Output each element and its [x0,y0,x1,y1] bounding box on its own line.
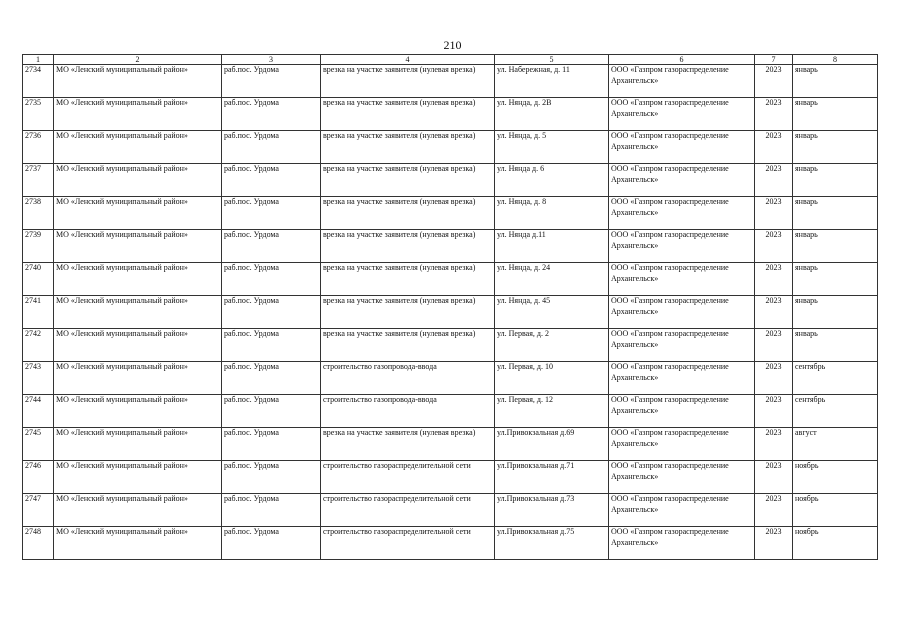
work-type-cell: строительство газораспределительной сети [321,494,495,527]
organization-cell: ООО «Газпром газораспределение Архангельск» [609,494,755,527]
organization-cell: ООО «Газпром газораспределение Архангельск» [609,461,755,494]
work-type-cell: строительство газораспределительной сети [321,527,495,560]
work-type-cell: врезка на участке заявителя (нулевая врезка) [321,329,495,362]
settlement-cell: раб.пос. Урдома [222,362,321,395]
column-header: 6 [609,55,755,65]
organization-cell: ООО «Газпром газораспределение Архангельск» [609,395,755,428]
table-row [23,164,878,197]
year-cell: 2023 [755,527,793,560]
settlement-cell: раб.пос. Урдома [222,428,321,461]
entry-number-cell: 2743 [23,362,54,395]
municipality-cell: МО «Ленский муниципальный район» [54,395,222,428]
table-row [23,65,878,98]
year-cell: 2023 [755,362,793,395]
organization-cell: ООО «Газпром газораспределение Архангельск» [609,65,755,98]
register-table [22,54,878,560]
work-type-cell: врезка на участке заявителя (нулевая врезка) [321,197,495,230]
table-row [23,527,878,560]
month-cell: январь [793,65,878,98]
month-cell: январь [793,131,878,164]
municipality-cell: МО «Ленский муниципальный район» [54,362,222,395]
entry-number-cell: 2734 [23,65,54,98]
settlement-cell: раб.пос. Урдома [222,164,321,197]
settlement-cell: раб.пос. Урдома [222,395,321,428]
month-cell: сентябрь [793,362,878,395]
work-type-cell: врезка на участке заявителя (нулевая врезка) [321,230,495,263]
organization-cell: ООО «Газпром газораспределение Архангельск» [609,164,755,197]
table-row [23,230,878,263]
table-row [23,395,878,428]
month-cell: январь [793,329,878,362]
work-type-cell: строительство газопровода-ввода [321,362,495,395]
column-header: 3 [222,55,321,65]
year-cell: 2023 [755,395,793,428]
month-cell: январь [793,296,878,329]
address-cell: ул. Нянда д.11 [495,230,609,263]
settlement-cell: раб.пос. Урдома [222,329,321,362]
entry-number-cell: 2739 [23,230,54,263]
address-cell: ул. Нянда, д. 24 [495,263,609,296]
municipality-cell: МО «Ленский муниципальный район» [54,296,222,329]
work-type-cell: врезка на участке заявителя (нулевая врезка) [321,428,495,461]
municipality-cell: МО «Ленский муниципальный район» [54,329,222,362]
address-cell: ул.Привокзальная д.69 [495,428,609,461]
year-cell: 2023 [755,98,793,131]
municipality-cell: МО «Ленский муниципальный район» [54,230,222,263]
work-type-cell: врезка на участке заявителя (нулевая врезка) [321,65,495,98]
municipality-cell: МО «Ленский муниципальный район» [54,98,222,131]
address-cell: ул. Нянда д. 6 [495,164,609,197]
organization-cell: ООО «Газпром газораспределение Архангельск» [609,263,755,296]
settlement-cell: раб.пос. Урдома [222,461,321,494]
month-cell: январь [793,230,878,263]
address-cell: ул.Привокзальная д.71 [495,461,609,494]
table-row [23,329,878,362]
settlement-cell: раб.пос. Урдома [222,65,321,98]
month-cell: сентябрь [793,395,878,428]
entry-number-cell: 2747 [23,494,54,527]
year-cell: 2023 [755,197,793,230]
address-cell: ул. Первая, д. 12 [495,395,609,428]
settlement-cell: раб.пос. Урдома [222,527,321,560]
municipality-cell: МО «Ленский муниципальный район» [54,461,222,494]
municipality-cell: МО «Ленский муниципальный район» [54,164,222,197]
settlement-cell: раб.пос. Урдома [222,494,321,527]
entry-number-cell: 2741 [23,296,54,329]
settlement-cell: раб.пос. Урдома [222,98,321,131]
year-cell: 2023 [755,230,793,263]
address-cell: ул. Первая, д. 10 [495,362,609,395]
year-cell: 2023 [755,428,793,461]
table-row [23,296,878,329]
entry-number-cell: 2736 [23,131,54,164]
column-number-row [23,55,878,65]
municipality-cell: МО «Ленский муниципальный район» [54,197,222,230]
work-type-cell: врезка на участке заявителя (нулевая врезка) [321,164,495,197]
table-row [23,131,878,164]
work-type-cell: врезка на участке заявителя (нулевая врезка) [321,131,495,164]
entry-number-cell: 2735 [23,98,54,131]
entry-number-cell: 2740 [23,263,54,296]
column-header: 2 [54,55,222,65]
organization-cell: ООО «Газпром газораспределение Архангельск» [609,527,755,560]
register-body [23,65,878,560]
month-cell: ноябрь [793,461,878,494]
organization-cell: ООО «Газпром газораспределение Архангельск» [609,329,755,362]
table-row [23,98,878,131]
address-cell: ул.Привокзальная д.73 [495,494,609,527]
month-cell: ноябрь [793,494,878,527]
entry-number-cell: 2737 [23,164,54,197]
table-row [23,197,878,230]
work-type-cell: врезка на участке заявителя (нулевая врезка) [321,263,495,296]
address-cell: ул. Нянда, д. 5 [495,131,609,164]
address-cell: ул. Нянда, д. 8 [495,197,609,230]
work-type-cell: врезка на участке заявителя (нулевая врезка) [321,98,495,131]
entry-number-cell: 2748 [23,527,54,560]
organization-cell: ООО «Газпром газораспределение Архангельск» [609,362,755,395]
year-cell: 2023 [755,164,793,197]
settlement-cell: раб.пос. Урдома [222,230,321,263]
column-header: 7 [755,55,793,65]
entry-number-cell: 2745 [23,428,54,461]
column-header: 1 [23,55,54,65]
entry-number-cell: 2742 [23,329,54,362]
address-cell: ул. Набережная, д. 11 [495,65,609,98]
organization-cell: ООО «Газпром газораспределение Архангельск» [609,428,755,461]
address-cell: ул. Первая, д. 2 [495,329,609,362]
year-cell: 2023 [755,329,793,362]
table-row [23,461,878,494]
municipality-cell: МО «Ленский муниципальный район» [54,494,222,527]
table-row [23,362,878,395]
municipality-cell: МО «Ленский муниципальный район» [54,527,222,560]
month-cell: январь [793,263,878,296]
year-cell: 2023 [755,461,793,494]
organization-cell: ООО «Газпром газораспределение Архангельск» [609,230,755,263]
month-cell: август [793,428,878,461]
column-header: 4 [321,55,495,65]
work-type-cell: врезка на участке заявителя (нулевая врезка) [321,296,495,329]
month-cell: январь [793,98,878,131]
column-header: 8 [793,55,878,65]
settlement-cell: раб.пос. Урдома [222,131,321,164]
year-cell: 2023 [755,65,793,98]
address-cell: ул. Нянда, д. 45 [495,296,609,329]
work-type-cell: строительство газораспределительной сети [321,461,495,494]
municipality-cell: МО «Ленский муниципальный район» [54,131,222,164]
year-cell: 2023 [755,263,793,296]
year-cell: 2023 [755,296,793,329]
municipality-cell: МО «Ленский муниципальный район» [54,65,222,98]
settlement-cell: раб.пос. Урдома [222,197,321,230]
organization-cell: ООО «Газпром газораспределение Архангельск» [609,98,755,131]
address-cell: ул.Привокзальная д.75 [495,527,609,560]
municipality-cell: МО «Ленский муниципальный район» [54,428,222,461]
table-row [23,428,878,461]
organization-cell: ООО «Газпром газораспределение Архангельск» [609,197,755,230]
settlement-cell: раб.пос. Урдома [222,296,321,329]
organization-cell: ООО «Газпром газораспределение Архангельск» [609,296,755,329]
address-cell: ул. Няндa, д. 2В [495,98,609,131]
page-number: 210 [443,38,462,52]
entry-number-cell: 2746 [23,461,54,494]
settlement-cell: раб.пос. Урдома [222,263,321,296]
year-cell: 2023 [755,131,793,164]
municipality-cell: МО «Ленский муниципальный район» [54,263,222,296]
organization-cell: ООО «Газпром газораспределение Архангельск» [609,131,755,164]
table-row [23,263,878,296]
month-cell: январь [793,197,878,230]
table-row [23,494,878,527]
entry-number-cell: 2738 [23,197,54,230]
month-cell: ноябрь [793,527,878,560]
entry-number-cell: 2744 [23,395,54,428]
year-cell: 2023 [755,494,793,527]
month-cell: январь [793,164,878,197]
column-header: 5 [495,55,609,65]
work-type-cell: строительство газопровода-ввода [321,395,495,428]
